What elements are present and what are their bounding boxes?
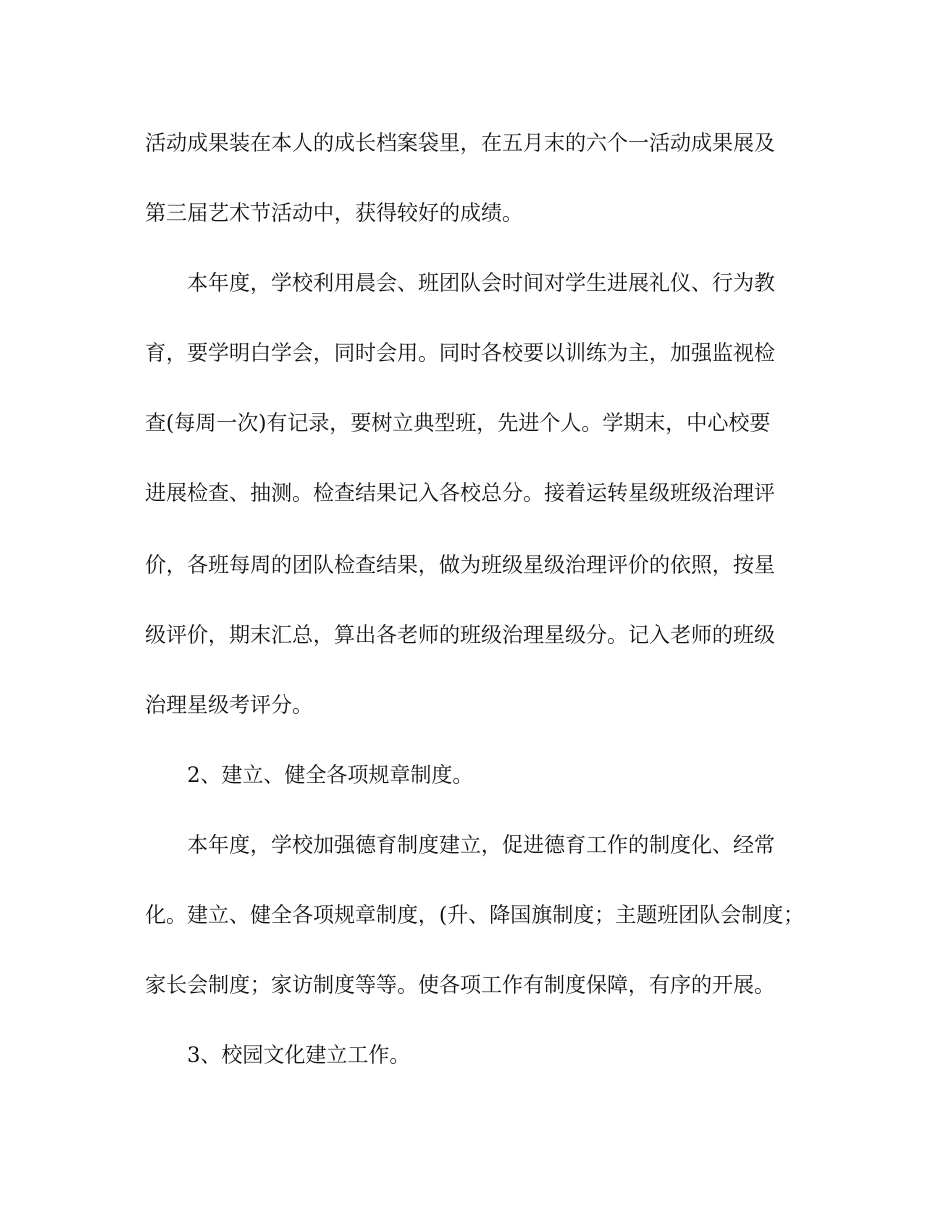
paragraph-line: 价，各班每周的团队检查结果，做为班级星级治理评价的依照，按星 <box>145 553 775 577</box>
section-heading: 2、建立、健全各项规章制度。 <box>187 763 474 787</box>
paragraph-line: 级评价，期末汇总，算出各老师的班级治理星级分。记入老师的班级 <box>145 623 775 647</box>
paragraph-line: 化。建立、健全各项规章制度，(升、降国旗制度；主题班团队会制度； <box>145 903 805 927</box>
paragraph-line: 本年度，学校利用晨会、班团队会时间对学生进展礼仪、行为教 <box>187 271 775 295</box>
paragraph-line: 本年度，学校加强德育制度建立，促进德育工作的制度化、经常 <box>187 833 775 857</box>
paragraph-line: 治理星级考评分。 <box>145 693 313 717</box>
paragraph-line: 家长会制度；家访制度等等。使各项工作有制度保障，有序的开展。 <box>145 973 775 997</box>
paragraph-line: 查(每周一次)有记录，要树立典型班，先进个人。学期末，中心校要 <box>145 411 771 435</box>
paragraph-line: 进展检查、抽测。检查结果记入各校总分。接着运转星级班级治理评 <box>145 481 775 505</box>
section-heading: 3、校园文化建立工作。 <box>187 1043 411 1067</box>
paragraph-line: 活动成果装在本人的成长档案袋里，在五月末的六个一活动成果展及 <box>145 131 775 155</box>
paragraph-line: 育，要学明白学会，同时会用。同时各校要以训练为主，加强监视检 <box>145 341 775 365</box>
paragraph-line: 第三届艺术节活动中，获得较好的成绩。 <box>145 201 523 225</box>
